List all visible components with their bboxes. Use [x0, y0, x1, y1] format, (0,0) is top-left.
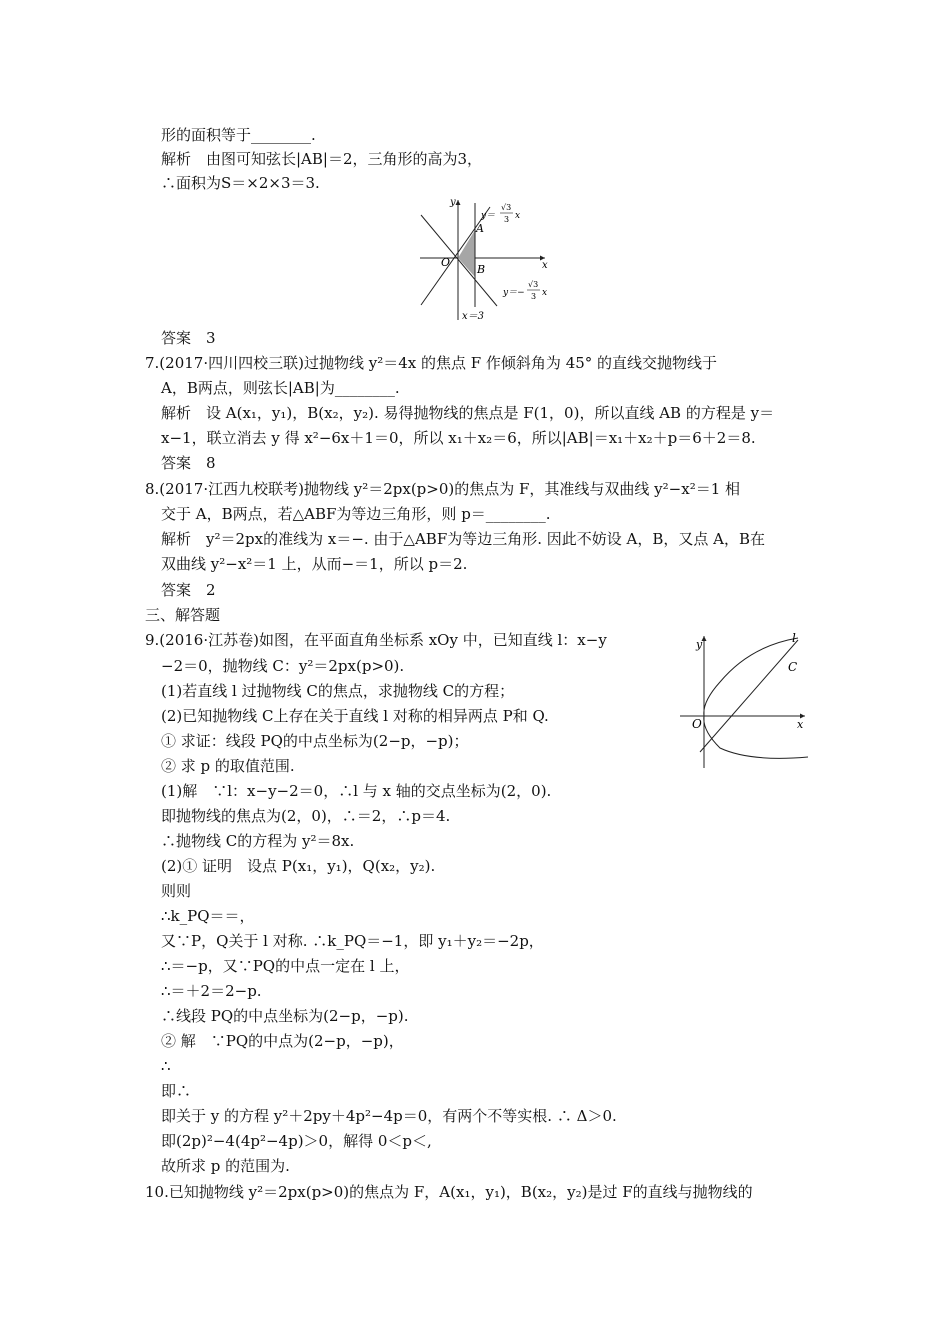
q7-answer: 答案 8: [161, 454, 216, 472]
fig2-x-axis-label: x: [797, 718, 804, 731]
fig1-lower-den: 3: [531, 292, 537, 301]
fig1-lower-sqrt3: √3: [528, 280, 539, 289]
q9-line-3: (1)若直线 l 过抛物线 C的焦点，求抛物线 C的方程；: [161, 682, 515, 700]
q9-line-17: ② 解 ∵PQ的中点为(2−p，−p)，: [161, 1032, 404, 1050]
q9-line-21: 即(2p)²−4(4p²−4p)＞0，解得 0＜p＜,: [161, 1132, 432, 1150]
q9-line-1: 9.(2016·江苏卷)如图，在平面直角坐标系 xOy 中，已知直线 l：x−y: [145, 631, 607, 649]
q6-analysis-line: 解析 由图可知弦长|AB|＝2，三角形的高为3，: [161, 150, 483, 168]
q9-line-5: ① 求证：线段 PQ的中点坐标为(2−p，−p)；: [161, 732, 469, 750]
fig1-upper-sqrt3: √3: [501, 203, 512, 212]
q9-line-15: ∴＝＋2＝2−p.: [161, 982, 262, 1000]
fig2-line-label: l: [792, 631, 796, 645]
q8-line-1: 8.(2017·江西九校联考)抛物线 y²＝2px(p>0)的焦点为 F，其准线与双曲线 y²−x²＝1 相: [145, 480, 741, 498]
q9-line-19: 即∴: [161, 1082, 192, 1100]
fig1-y-axis-label: y: [450, 197, 456, 208]
q9-line-2: −2＝0，抛物线 C：y²＝2px(p>0).: [161, 657, 405, 675]
q7-analysis-line-1: 解析 设 A(x₁，y₁)，B(x₂，y₂). 易得抛物线的焦点是 F(1，0)，所以直线 AB 的方程是 y＝: [161, 404, 775, 422]
q8-analysis-line-2: 双曲线 y²−x²＝1 上，从而−＝1，所以 p＝2.: [161, 555, 468, 573]
q9-line-7: (1)解 ∵l：x−y−2＝0，∴l 与 x 轴的交点坐标为(2，0).: [161, 782, 552, 800]
q9-line-4: (2)已知抛物线 C上存在关于直线 l 对称的相异两点 P和 Q.: [161, 707, 549, 725]
q9-line-12: ∴k_PQ＝＝，: [161, 907, 255, 925]
fig1-point-b-label: B: [477, 263, 486, 276]
figure-triangle-lines: [415, 195, 565, 325]
q9-line-13: 又∵P，Q关于 l 对称. ∴k_PQ＝−1，即 y₁＋y₂＝−2p，: [161, 932, 544, 950]
q9-line-22: 故所求 p 的范围为.: [161, 1157, 290, 1175]
fig2-origin-label: O: [692, 717, 702, 731]
fig2-y-axis-label: y: [696, 638, 703, 651]
q6-answer: 答案 3: [161, 329, 216, 347]
q8-answer: 答案 2: [161, 581, 216, 599]
fig1-origin-label: O: [441, 256, 451, 269]
fig1-point-a-label: A: [476, 222, 484, 235]
fig1-vline-label: x＝3: [462, 311, 485, 322]
q9-line-11: 则则: [161, 882, 192, 900]
q9-line-20: 即关于 y 的方程 y²＋2py＋4p²−4p＝0，有两个不等实根. ∴ Δ＞0.: [161, 1107, 617, 1125]
q7-line-1: 7.(2017·四川四校三联)过抛物线 y²＝4x 的焦点 F 作倾斜角为 45° 的直线交抛物线于: [145, 354, 718, 372]
fig1-x-axis-label: x: [542, 260, 548, 271]
figure-parabola-line: [680, 630, 810, 770]
fig1-upper-x: x: [515, 211, 521, 221]
q6-area-line: ∴面积为S＝×2×3＝3.: [161, 174, 320, 192]
q6-text-line-1: 形的面积等于________.: [161, 126, 316, 144]
fig2-parabola-label: C: [788, 660, 798, 674]
q9-line-16: ∴线段 PQ的中点坐标为(2−p，−p).: [161, 1007, 409, 1025]
q7-analysis-line-2: x−1，联立消去 y 得 x²−6x＋1＝0，所以 x₁＋x₂＝6，所以|AB|＝x₁＋x₂＋p＝6＋2＝8.: [161, 429, 756, 447]
q9-line-6: ② 求 p 的取值范围.: [161, 757, 295, 775]
q7-line-2: A，B两点，则弦长|AB|为________.: [161, 379, 400, 397]
fig1-lower-line-label: y＝−: [503, 288, 525, 298]
q9-line-14: ∴＝−p，又∵PQ的中点一定在 l 上，: [161, 957, 410, 975]
fig1-upper-line-label: y＝: [481, 211, 496, 221]
q10-line-1: 10.已知抛物线 y²＝2px(p>0)的焦点为 F，A(x₁，y₁)，B(x₂，y₂)是过 F的直线与抛物线的: [145, 1183, 753, 1201]
fig1-lower-x: x: [542, 288, 548, 298]
q9-line-9: ∴抛物线 C的方程为 y²＝8x.: [161, 832, 355, 850]
q9-line-18: ∴: [161, 1057, 171, 1075]
fig1-upper-den: 3: [504, 215, 510, 224]
q9-line-10: (2)① 证明 设点 P(x₁，y₁)，Q(x₂，y₂).: [161, 857, 436, 875]
q8-line-2: 交于 A，B两点，若△ABF为等边三角形，则 p＝________.: [161, 505, 551, 523]
q8-analysis-line-1: 解析 y²＝2px的准线为 x＝−. 由于△ABF为等边三角形. 因此不妨设 A，B，又点 A，B在: [161, 530, 766, 548]
section-heading: 三、解答题: [145, 606, 221, 624]
q9-line-8: 即抛物线的焦点为(2，0)，∴＝2，∴p＝4.: [161, 807, 451, 825]
